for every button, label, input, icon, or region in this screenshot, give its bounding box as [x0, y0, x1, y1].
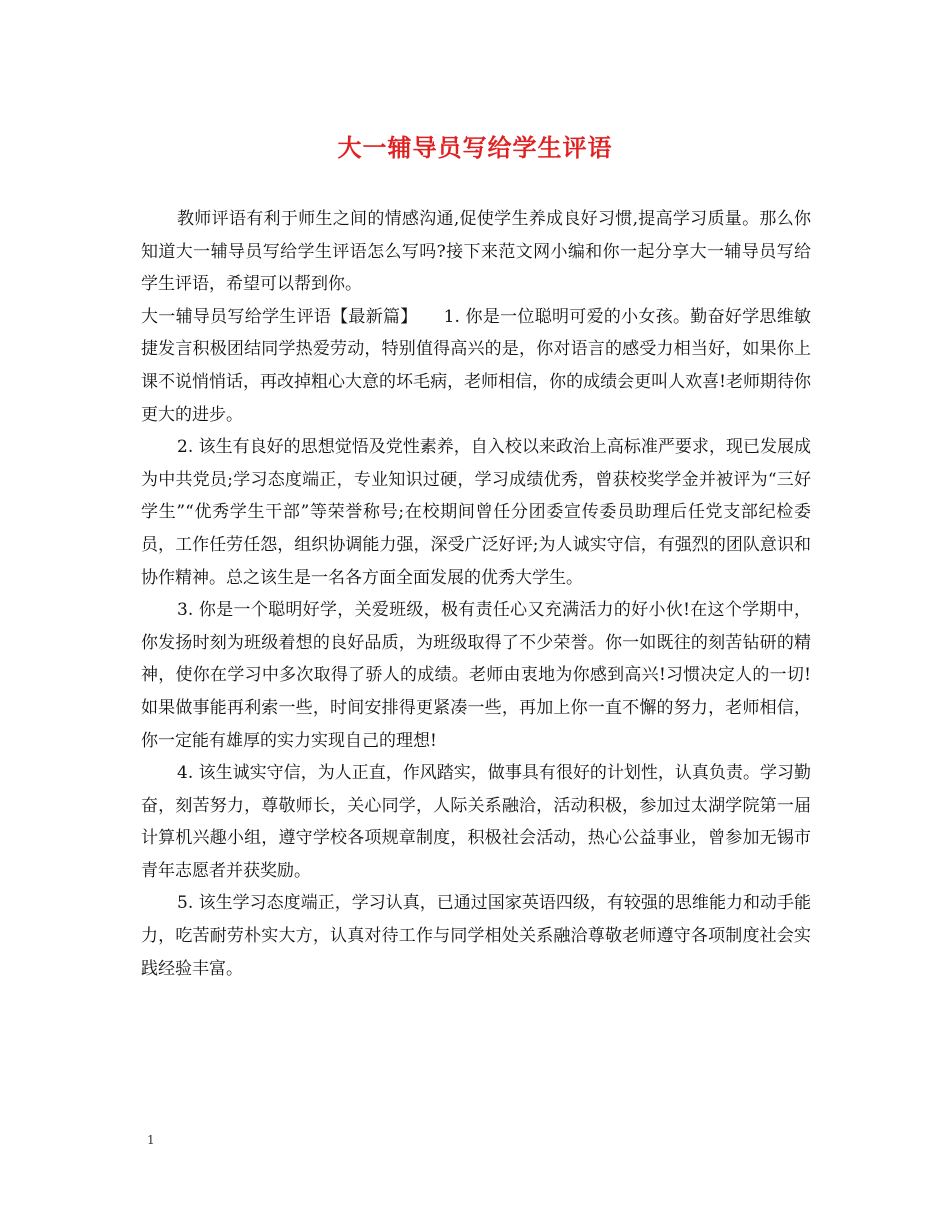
section-heading-paragraph: 大一辅导员写给学生评语【最新篇】 1. 你是一位聪明可爱的小女孩。勤奋好学思维敏捷发言积极团结同学热爱劳动，特别值得高兴的是，你对语言的感受力相当好，如果你上课不说悄悄话，再改掉粗心大意的坏毛病，老师相信，你的成绩会更叫人欢喜!老师期待你更大的进步。 — [141, 306, 811, 425]
intro-paragraph: 教师评语有利于师生之间的情感沟通,促使学生养成良好习惯,提高学习质量。那么你知道大一辅导员写给学生评语怎么写吗?接下来范文网小编和你一起分享大一辅导员写给学生评语，希望可以帮到你。 — [141, 209, 811, 295]
comment-paragraph-4: 4. 该生诚实守信，为人正直，作风踏实，做事具有很好的计划性，认真负责。学习勤奋，刻苦努力，尊敬师长，关心同学，人际关系融洽，活动积极，参加过太湖学院第一届计算机兴趣小组，遵守学校各项规章制度，积极社会活动，热心公益事业，曾参加无锡市青年志愿者并获奖励。 — [141, 763, 811, 881]
comment-paragraph-5: 5. 该生学习态度端正，学习认真，已通过国家英语四级，有较强的思维能力和动手能力，吃苦耐劳朴实大方，认真对待工作与同学相处关系融洽尊敬老师遵守各项制度社会实践经验丰富。 — [141, 893, 811, 979]
comment-paragraph-3: 3. 你是一个聪明好学，关爱班级，极有责任心又充满活力的好小伙!在这个学期中，你发扬时刻为班级着想的良好品质，为班级取得了不少荣誉。你一如既往的刻苦钻研的精神，使你在学习中多次取得了骄人的成绩。老师由衷地为你感到高兴!习惯决定人的一切!如果做事能再利索一些，时间安排得更紧凑一些，再加上你一直不懈的努力，老师相信，你一定能有雄厚的实力实现自己的理想! — [141, 600, 811, 751]
document-body — [141, 203, 811, 985]
page-number: 1 — [147, 1133, 155, 1147]
comment-paragraph-2: 2. 该生有良好的思想觉悟及党性素养，自入校以来政治上高标准严要求，现已发展成为中共党员;学习态度端正，专业知识过硬，学习成绩优秀，曾获校奖学金并被评为“三好学生”“优秀学生干部”等荣誉称号;在校期间曾任分团委宣传委员助理后任党支部纪检委员，工作任劳任怨，组织协调能力强，深受广泛好评;为人诚实守信，有强烈的团队意识和协作精神。总之该生是一名各方面全面发展的优秀大学生。 — [141, 437, 811, 588]
document-title: 大一辅导员写给学生评语 — [337, 133, 613, 162]
